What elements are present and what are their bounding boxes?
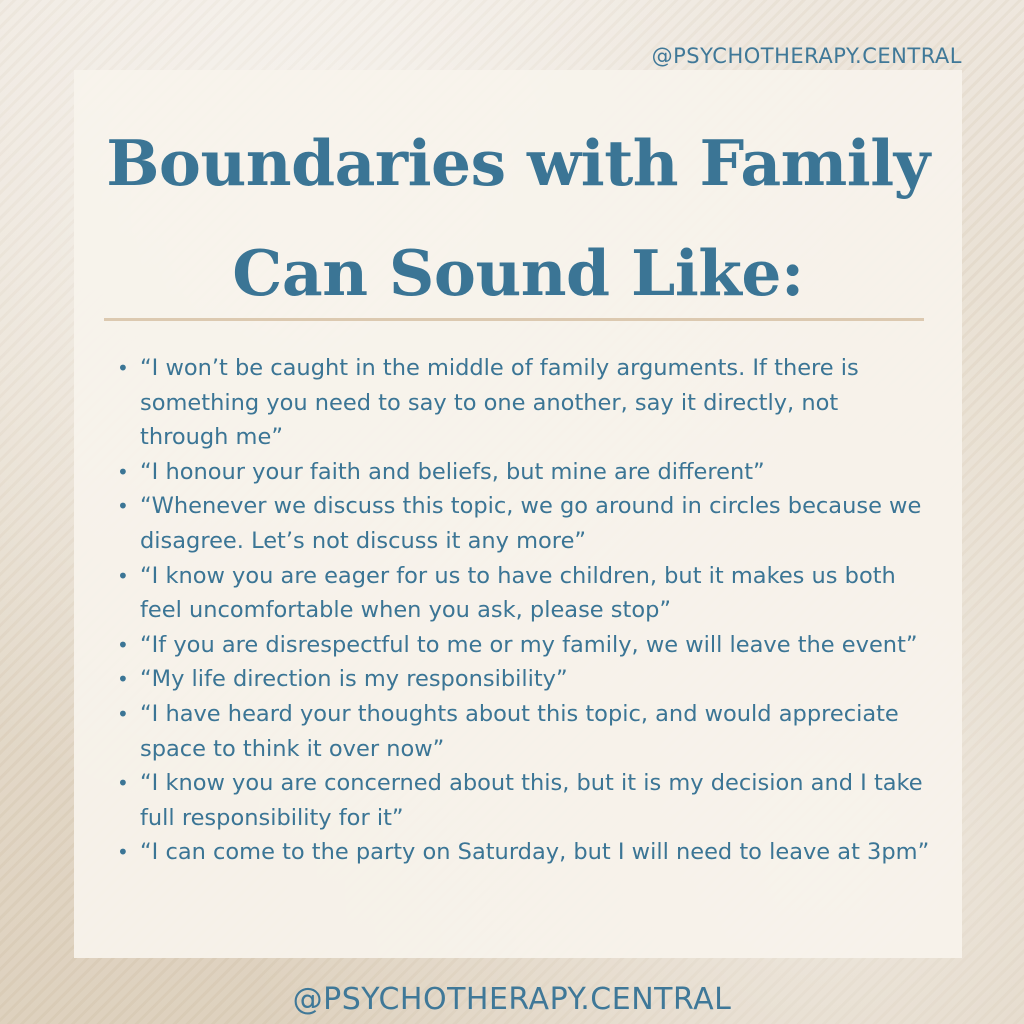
list-item-text: “I have heard your thoughts about this topic, and would appreciate space to think it over now”	[140, 700, 899, 762]
bullet-icon: •	[117, 667, 129, 692]
list-item-text: “My life direction is my responsibility”	[140, 666, 568, 693]
bullet-icon: •	[117, 563, 129, 588]
title-divider	[104, 318, 924, 321]
list-item	[117, 559, 932, 628]
list-item	[117, 766, 932, 835]
bullet-icon: •	[117, 840, 129, 865]
bullet-icon: •	[117, 356, 129, 380]
list-item-text: “Whenever we discuss this topic, we go around in circles because we disagree. Let’s not discuss it any more”	[140, 493, 922, 554]
list-item	[117, 662, 932, 697]
list-item	[117, 628, 932, 663]
handle-bottom: @PSYCHOTHERAPY.CENTRAL	[292, 982, 732, 1017]
bullet-icon: •	[117, 494, 129, 519]
list-item-text: “I know you are concerned about this, but it is my decision and I take full responsibility for it”	[140, 770, 923, 831]
bullet-icon: •	[117, 701, 129, 726]
list-item-text: “I won’t be caught in the middle of family arguments. If there is something you need to say to one another, say it directly, not through me”	[140, 355, 859, 451]
list-item	[117, 455, 932, 490]
title-line-1: Boundaries with Family	[106, 126, 930, 200]
bullet-icon: •	[117, 632, 129, 657]
title-line-2: Can Sound Like:	[232, 236, 804, 310]
handle-top: @PSYCHOTHERAPY.CENTRAL	[651, 44, 962, 68]
bullet-icon: •	[117, 771, 129, 796]
list-item-text: “I know you are eager for us to have children, but it makes us both feel uncomfortable when you ask, please stop”	[140, 562, 896, 624]
list-item-text: “If you are disrespectful to me or my family, we will leave the event”	[140, 631, 918, 658]
list-item	[117, 697, 932, 766]
list-item-text: “I can come to the party on Saturday, but I will need to leave at 3pm”	[140, 839, 930, 866]
page-title	[74, 108, 962, 328]
list-item-text: “I honour your faith and beliefs, but mine are different”	[140, 458, 765, 485]
list-item	[117, 351, 932, 455]
boundary-list	[117, 351, 932, 870]
list-item	[117, 489, 932, 558]
bullet-icon: •	[117, 459, 129, 484]
content-card	[74, 70, 962, 958]
list-item	[117, 835, 932, 870]
